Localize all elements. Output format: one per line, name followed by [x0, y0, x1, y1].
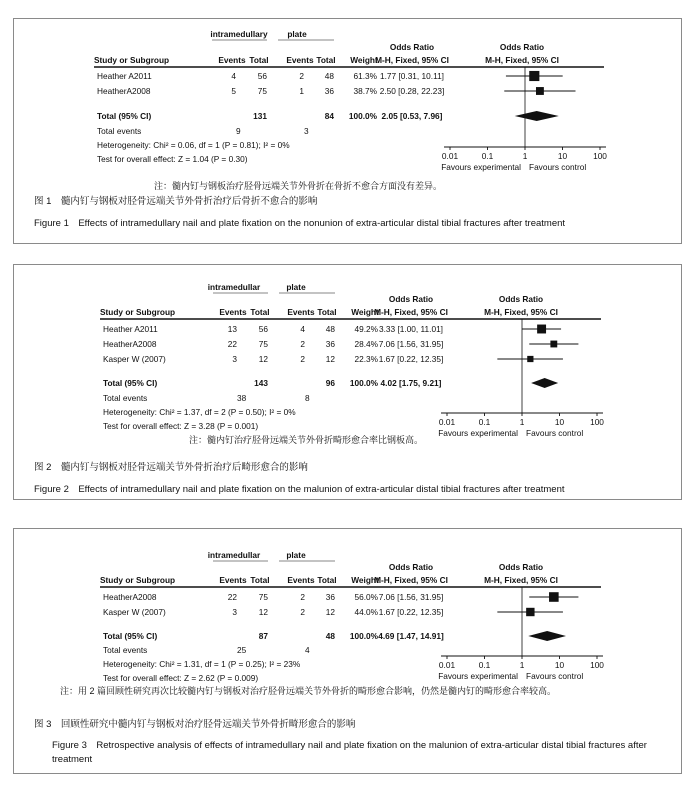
events-2-value: 2: [299, 71, 304, 81]
total-1-value: 75: [257, 86, 267, 96]
weight-header: Weight: [350, 55, 378, 65]
weight-value: 22.3%: [354, 354, 378, 364]
events-1-value: 4: [231, 71, 236, 81]
total-1-sum: 87: [258, 631, 268, 641]
or-column-title: Odds Ratio: [388, 294, 434, 304]
plot-column-subtitle: M-H, Fixed, 95% CI: [484, 307, 558, 317]
events-1-value: 3: [232, 354, 237, 364]
events-2-header: Events: [287, 307, 315, 317]
axis-tick-label: 1: [522, 151, 528, 161]
events-2-value: 4: [300, 324, 305, 334]
axis-tick-label: 0.01: [438, 417, 456, 427]
plot-column-title: Odds Ratio: [498, 562, 544, 572]
overall-effect-text: Test for overall effect: Z = 1.04 (P = 0.30): [97, 154, 248, 164]
total-2-header: Total: [316, 55, 336, 65]
favours-experimental-label: Favours experimental: [441, 162, 521, 172]
effect-square: [526, 608, 534, 616]
group-2-label: plate: [286, 282, 306, 292]
events-1-value: 22: [227, 339, 237, 349]
group-2-label: plate: [286, 550, 306, 560]
favours-experimental-label: Favours experimental: [438, 671, 518, 681]
axis-tick-label: 10: [557, 151, 568, 161]
study-name: HeatherA2008: [103, 339, 157, 349]
heterogeneity-text: Heterogeneity: Chi² = 1.31, df = 1 (P = 0.25); I² = 23%: [103, 659, 301, 669]
or-column-subtitle: M-H, Fixed, 95% CI: [374, 307, 448, 317]
total-or-ci: 4.69 [1.47, 14.91]: [378, 631, 444, 641]
axis-tick-label: 10: [554, 417, 565, 427]
events-1-value: 22: [227, 592, 237, 602]
favours-control-label: Favours control: [526, 428, 584, 438]
total-events-label: Total events: [103, 393, 148, 403]
axis-tick-label: 0.1: [478, 660, 491, 670]
heterogeneity-text: Heterogeneity: Chi² = 1.37, df = 2 (P = 0.50); I² = 0%: [103, 407, 296, 417]
or-ci-value: 7.06 [1.56, 31.95]: [378, 592, 444, 602]
overall-effect-text: Test for overall effect: Z = 2.62 (P = 0.009): [103, 673, 259, 683]
favours-experimental-label: Favours experimental: [438, 428, 518, 438]
weight-header: Weight: [351, 575, 379, 585]
effect-square: [529, 71, 539, 81]
total-2-sum: 96: [325, 378, 335, 388]
total-events-1: 9: [236, 126, 241, 136]
weight-value: 38.7%: [353, 86, 377, 96]
plot-column-title: Odds Ratio: [499, 42, 545, 52]
plot-column-title: Odds Ratio: [498, 294, 544, 304]
figure-1-caption-cn: 图 1 髓内钉与钢板对胫骨远端关节外骨折治疗后骨折不愈合的影响: [34, 196, 318, 207]
total-2-sum: 48: [325, 631, 335, 641]
axis-tick-label: 1: [519, 660, 525, 670]
total-or-ci: 4.02 [1.75, 9.21]: [380, 378, 442, 388]
overall-effect-text: Test for overall effect: Z = 3.28 (P = 0.001): [103, 421, 259, 431]
total-events-2: 4: [305, 645, 310, 655]
total-events-label: Total events: [97, 126, 142, 136]
study-name: Heather A2011: [97, 71, 152, 81]
study-name: Heather A2011: [103, 324, 158, 334]
total-1-value: 75: [258, 339, 268, 349]
or-ci-value: 2.50 [0.28, 22.23]: [379, 86, 445, 96]
group-1-label: intramedullary: [210, 29, 268, 39]
heterogeneity-text: Heterogeneity: Chi² = 0.06, df = 1 (P = 0.81); I² = 0%: [97, 140, 290, 150]
total-2-value: 12: [325, 354, 335, 364]
study-column-header: Study or Subgroup: [100, 575, 176, 585]
total-events-label: Total events: [103, 645, 148, 655]
axis-tick-label: 0.1: [481, 151, 494, 161]
events-2-value: 2: [300, 592, 305, 602]
study-column-header: Study or Subgroup: [94, 55, 170, 65]
total-weight: 100.0%: [348, 111, 377, 121]
total-2-sum: 84: [324, 111, 334, 121]
total-1-value: 75: [258, 592, 268, 602]
events-1-header: Events: [219, 307, 247, 317]
or-ci-value: 1.77 [0.31, 10.11]: [380, 71, 444, 81]
weight-value: 44.0%: [354, 607, 378, 617]
figure-2-caption-cn: 图 2 髓内钉与钢板对胫骨远端关节外骨折治疗后畸形愈合的影响: [34, 462, 308, 473]
forest-plot-2: [14, 265, 681, 445]
or-ci-value: 3.33 [1.00, 11.01]: [379, 324, 443, 334]
events-2-value: 1: [299, 86, 304, 96]
total-1-header: Total: [249, 55, 269, 65]
group-1-label: intramedullar: [207, 282, 261, 292]
effect-square: [550, 341, 557, 348]
or-ci-value: 7.06 [1.56, 31.95]: [378, 339, 444, 349]
pooled-diamond: [528, 631, 566, 641]
figure-1-caption-en: Figure 1 Effects of intramedullary nail and plate fixation on the nonunion of extra-articular distal tibial fractures after treatment: [34, 218, 566, 229]
pooled-diamond: [531, 378, 558, 388]
or-column-subtitle: M-H, Fixed, 95% CI: [375, 55, 449, 65]
or-column-title: Odds Ratio: [388, 562, 434, 572]
total-2-value: 12: [325, 607, 335, 617]
study-name: HeatherA2008: [97, 86, 151, 96]
total-2-value: 36: [325, 339, 335, 349]
axis-tick-label: 100: [593, 151, 607, 161]
figure-note: 注：髓内钉与钢板治疗胫骨远端关节外骨折在骨折不愈合方面没有差异。: [154, 181, 443, 191]
total-1-value: 12: [258, 607, 268, 617]
axis-tick-label: 0.01: [438, 660, 456, 670]
events-2-value: 2: [300, 607, 305, 617]
axis-tick-label: 0.01: [441, 151, 459, 161]
or-column-title: Odds Ratio: [389, 42, 435, 52]
weight-header: Weight: [351, 307, 379, 317]
favours-control-label: Favours control: [526, 671, 584, 681]
total-1-value: 56: [258, 324, 268, 334]
figure-note: 注：用 2 篇回顾性研究再次比较髓内钉与钢板对治疗胫骨远端关节外骨折的畸形愈合影响，仍然是髓内钉的畸形愈合率较高。: [60, 686, 557, 696]
events-1-value: 13: [227, 324, 237, 334]
effect-square: [527, 356, 533, 362]
total-1-header: Total: [250, 307, 270, 317]
axis-tick-label: 100: [590, 660, 604, 670]
group-2-label: plate: [287, 29, 307, 39]
or-ci-value: 1.67 [0.22, 12.35]: [378, 354, 444, 364]
events-1-header: Events: [219, 575, 247, 585]
total-weight: 100.0%: [349, 631, 378, 641]
total-or-ci: 2.05 [0.53, 7.96]: [381, 111, 443, 121]
total-1-value: 12: [258, 354, 268, 364]
total-2-header: Total: [317, 575, 337, 585]
study-name: Kasper W (2007): [103, 607, 166, 617]
total-label: Total (95% CI): [103, 631, 158, 641]
total-1-sum: 131: [253, 111, 267, 121]
plot-column-subtitle: M-H, Fixed, 95% CI: [484, 575, 558, 585]
or-ci-value: 1.67 [0.22, 12.35]: [378, 607, 444, 617]
forest-plot-1: [14, 19, 681, 199]
total-2-header: Total: [317, 307, 337, 317]
effect-square: [537, 325, 546, 334]
events-1-value: 3: [232, 607, 237, 617]
events-2-value: 2: [300, 339, 305, 349]
events-2-header: Events: [286, 55, 314, 65]
events-2-value: 2: [300, 354, 305, 364]
figure-2-box: [13, 264, 682, 500]
study-column-header: Study or Subgroup: [100, 307, 176, 317]
figure-note: 注：髓内钉治疗胫骨远端关节外骨折畸形愈合率比钢板高。: [189, 435, 424, 445]
weight-value: 56.0%: [354, 592, 378, 602]
total-1-header: Total: [250, 575, 270, 585]
total-events-2: 3: [304, 126, 309, 136]
total-1-sum: 143: [254, 378, 268, 388]
axis-tick-label: 100: [590, 417, 604, 427]
total-2-value: 36: [325, 592, 335, 602]
effect-square: [549, 592, 559, 602]
total-events-2: 8: [305, 393, 310, 403]
total-1-value: 56: [257, 71, 267, 81]
events-1-header: Events: [218, 55, 246, 65]
pooled-diamond: [515, 111, 559, 121]
or-column-subtitle: M-H, Fixed, 95% CI: [374, 575, 448, 585]
study-name: HeatherA2008: [103, 592, 157, 602]
favours-control-label: Favours control: [529, 162, 587, 172]
total-events-1: 38: [237, 393, 247, 403]
group-1-label: intramedullar: [207, 550, 261, 560]
axis-tick-label: 10: [554, 660, 565, 670]
plot-column-subtitle: M-H, Fixed, 95% CI: [485, 55, 559, 65]
weight-value: 28.4%: [354, 339, 378, 349]
total-2-value: 36: [324, 86, 334, 96]
figure-1-box: [13, 18, 682, 244]
axis-tick-label: 0.1: [478, 417, 491, 427]
figure-3-box: [13, 528, 682, 774]
total-2-value: 48: [324, 71, 334, 81]
weight-value: 61.3%: [353, 71, 377, 81]
figure-3-caption-cn: 图 3 回顾性研究中髓内钉与钢板对治疗胫骨远端关节外骨折畸形愈合的影响: [34, 719, 356, 730]
events-1-value: 5: [231, 86, 236, 96]
figure-2-caption-en: Figure 2 Effects of intramedullary nail and plate fixation on the malunion of extra-articular distal tibial fractures after treatment: [34, 484, 565, 495]
total-weight: 100.0%: [349, 378, 378, 388]
total-label: Total (95% CI): [97, 111, 152, 121]
total-2-value: 48: [325, 324, 335, 334]
forest-plot-3: [14, 529, 681, 699]
effect-square: [536, 87, 544, 95]
figure-3-caption-en: Figure 3 Retrospective analysis of effects of intramedullary nail and plate fixation on the malunion of extra-articular distal tibial fractures after treatment: [52, 740, 647, 765]
study-name: Kasper W (2007): [103, 354, 166, 364]
axis-tick-label: 1: [519, 417, 525, 427]
events-2-header: Events: [287, 575, 315, 585]
total-events-1: 25: [237, 645, 247, 655]
total-label: Total (95% CI): [103, 378, 158, 388]
weight-value: 49.2%: [354, 324, 378, 334]
